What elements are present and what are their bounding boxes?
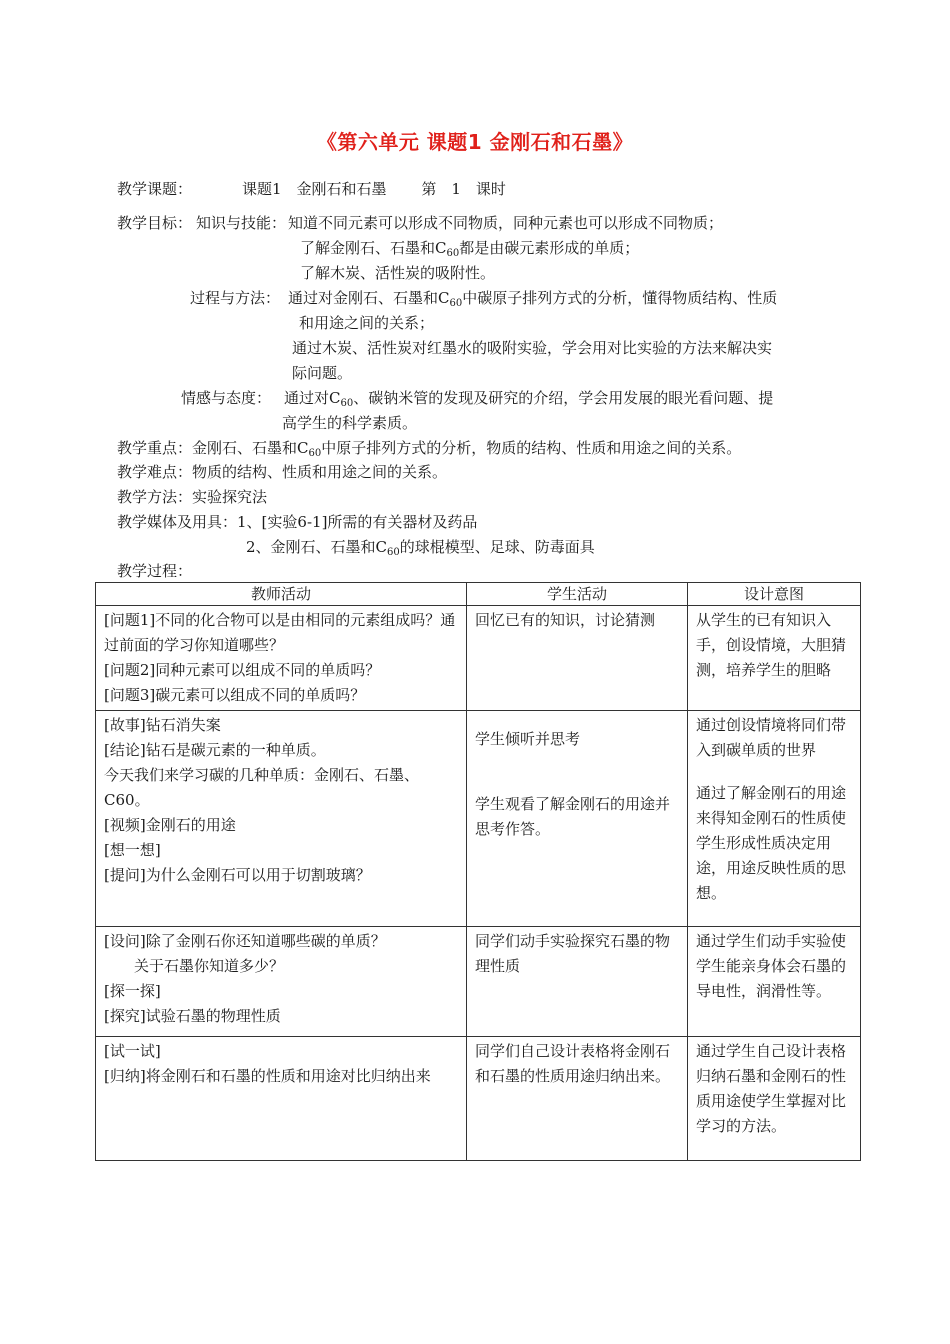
c60-subscript: 60 — [387, 547, 400, 558]
cell-text: [故事]钻石消失案 — [104, 716, 221, 734]
teaching-process-table — [95, 582, 861, 1161]
design-intent-cell — [688, 711, 861, 927]
header-design-intent: 设计意图 — [688, 583, 861, 606]
knowledge-line-2-a: 了解金刚石、石墨和 — [300, 239, 436, 257]
cell-text: 从学生的已有知识入手，创设情境，大胆猜测，培养学生的胆略 — [696, 611, 847, 679]
cell-text: [问题1]不同的化合物可以是由相同的元素组成吗？通过前面的学习你知道哪些？ — [104, 611, 456, 654]
knowledge-line-2 — [300, 238, 639, 264]
cell-text: [探一探] — [104, 982, 161, 1000]
cell-text: [视频]金刚石的用途 — [104, 816, 236, 834]
knowledge-line-3: 了解木炭、活性炭的吸附性。 — [300, 264, 496, 282]
design-intent-cell — [688, 927, 861, 1037]
cell-text: 关于石墨你知道多少？ — [104, 957, 285, 975]
emotion-label: 情感与态度： — [181, 389, 272, 407]
cell-text: [设问]除了金刚石你还知道哪些碳的单质？ — [104, 932, 386, 950]
table-row — [96, 1037, 861, 1161]
student-activity-cell — [467, 711, 688, 927]
cell-text: [结论]钻石是碳元素的一种单质。 — [104, 741, 326, 759]
c60-label: C — [297, 439, 309, 457]
c60-subscript: 60 — [308, 448, 322, 459]
cell-text: [探究]试验石墨的物理性质 — [104, 1007, 281, 1025]
c60-subscript: 60 — [449, 298, 463, 309]
emotion-line-1 — [284, 388, 773, 414]
course-value: 课题1 金刚石和石墨 第 1 课时 — [242, 180, 506, 198]
teacher-activity-cell — [96, 606, 467, 711]
c60-label: C — [375, 538, 388, 556]
media-item-1: 1、[实验6-1]所需的有关器材及药品 — [237, 513, 478, 531]
goal-label: 教学目标： — [117, 214, 193, 232]
cell-text: 通过学生自己设计表格归纳石墨和金刚石的性质用途使学生掌握对比学习的方法。 — [696, 1042, 847, 1135]
cell-text: [想一想] — [104, 841, 161, 859]
knowledge-label: 知识与技能： — [196, 214, 287, 232]
cell-text: [提问]为什么金刚石可以用于切割玻璃？ — [104, 866, 371, 884]
table-row — [96, 927, 861, 1037]
cell-text: 通过学生们动手实验使学生能亲身体会石墨的导电性，润滑性等。 — [696, 932, 847, 1000]
emotion-line-2: 高学生的科学素质。 — [282, 414, 418, 432]
cell-text: 学生观看了解金刚石的用途并思考作答。 — [475, 795, 671, 838]
course-label: 教学课题： — [117, 180, 193, 198]
c60-subscript: 60 — [446, 248, 460, 259]
cell-text: 同学们自己设计表格将金刚石和石墨的性质用途归纳出来。 — [475, 1042, 671, 1085]
process-heading: 教学过程： — [117, 562, 193, 580]
design-intent-cell — [688, 606, 861, 711]
cell-text: 通过创设情境将同们带入到碳单质的世界 — [696, 716, 847, 759]
process-line-1-b: 中碳原子排列方式的分析，懂得物质结构、性质 — [462, 289, 778, 307]
process-line-1 — [288, 288, 777, 314]
teacher-activity-cell — [96, 711, 467, 927]
c60-subscript: 60 — [340, 398, 354, 409]
cell-text: 通过了解金刚石的用途来得知金刚石的性质使学生形成性质决定用途，用途反映性质的思想。 — [696, 784, 847, 902]
focus-line — [117, 438, 741, 464]
emotion-line-1-b: 、碳钠米管的发现及研究的介绍，学会用发展的眼光看问题、提 — [353, 389, 774, 407]
teacher-activity-cell — [96, 927, 467, 1037]
cell-text: 今天我们来学习碳的几种单质：金刚石、石墨、C60。 — [104, 766, 420, 809]
knowledge-line-2-b: 都是由碳元素形成的单质； — [459, 239, 640, 257]
media-line-1 — [117, 512, 477, 532]
focus-a: 金刚石、石墨和 — [192, 439, 298, 457]
table-header-row — [96, 583, 861, 606]
student-activity-cell — [467, 927, 688, 1037]
teacher-activity-cell — [96, 1037, 467, 1161]
student-activity-cell — [467, 606, 688, 711]
media-line-2 — [246, 537, 595, 563]
method-line: 教学方法：实验探究法 — [117, 488, 268, 506]
process-label: 过程与方法： — [190, 289, 281, 307]
table-row — [96, 606, 861, 711]
process-line-3: 通过木炭、活性炭对红墨水的吸附实验，学会用对比实验的方法来解决实 — [292, 339, 773, 357]
cell-text: [问题3]碳元素可以组成不同的单质吗？ — [104, 686, 366, 704]
cell-text: 学生倾听并思考 — [475, 730, 581, 748]
cell-text: [归纳]将金刚石和石墨的性质和用途对比归纳出来 — [104, 1067, 431, 1085]
c60-label: C — [435, 239, 447, 257]
student-activity-cell — [467, 1037, 688, 1161]
cell-text: [试一试] — [104, 1042, 161, 1060]
media-label: 教学媒体及用具： — [117, 513, 238, 531]
emotion-line-1-a: 通过对 — [284, 389, 330, 407]
c60-label: C — [329, 389, 341, 407]
knowledge-line-1: 知道不同元素可以形成不同物质，同种元素也可以形成不同物质； — [288, 214, 724, 232]
cell-text: 回忆已有的知识，讨论猜测 — [475, 611, 656, 629]
media-item-2-a: 2、金刚石、石墨和 — [246, 538, 376, 556]
header-teacher-activity: 教师活动 — [96, 583, 467, 606]
c60-label: C — [438, 289, 450, 307]
process-line-4: 际问题。 — [292, 364, 353, 382]
header-student-activity: 学生活动 — [467, 583, 688, 606]
table-row — [96, 711, 861, 927]
cell-text: [问题2]同种元素可以组成不同的单质吗？ — [104, 661, 381, 679]
difficulty-line: 教学难点：物质的结构、性质和用途之间的关系。 — [117, 463, 448, 481]
cell-text: 同学们动手实验探究石墨的物理性质 — [475, 932, 671, 975]
document-title: 《第六单元 课题1 金刚石和石墨》 — [316, 130, 634, 154]
process-line-2: 和用途之间的关系； — [299, 314, 435, 332]
focus-label: 教学重点： — [117, 439, 193, 457]
design-intent-cell — [688, 1037, 861, 1161]
process-line-1-a: 通过对金刚石、石墨和 — [288, 289, 439, 307]
media-item-2-b: 的球棍模型、足球、防毒面具 — [399, 538, 595, 556]
focus-b: 中原子排列方式的分析，物质的结构、性质和用途之间的关系。 — [321, 439, 742, 457]
